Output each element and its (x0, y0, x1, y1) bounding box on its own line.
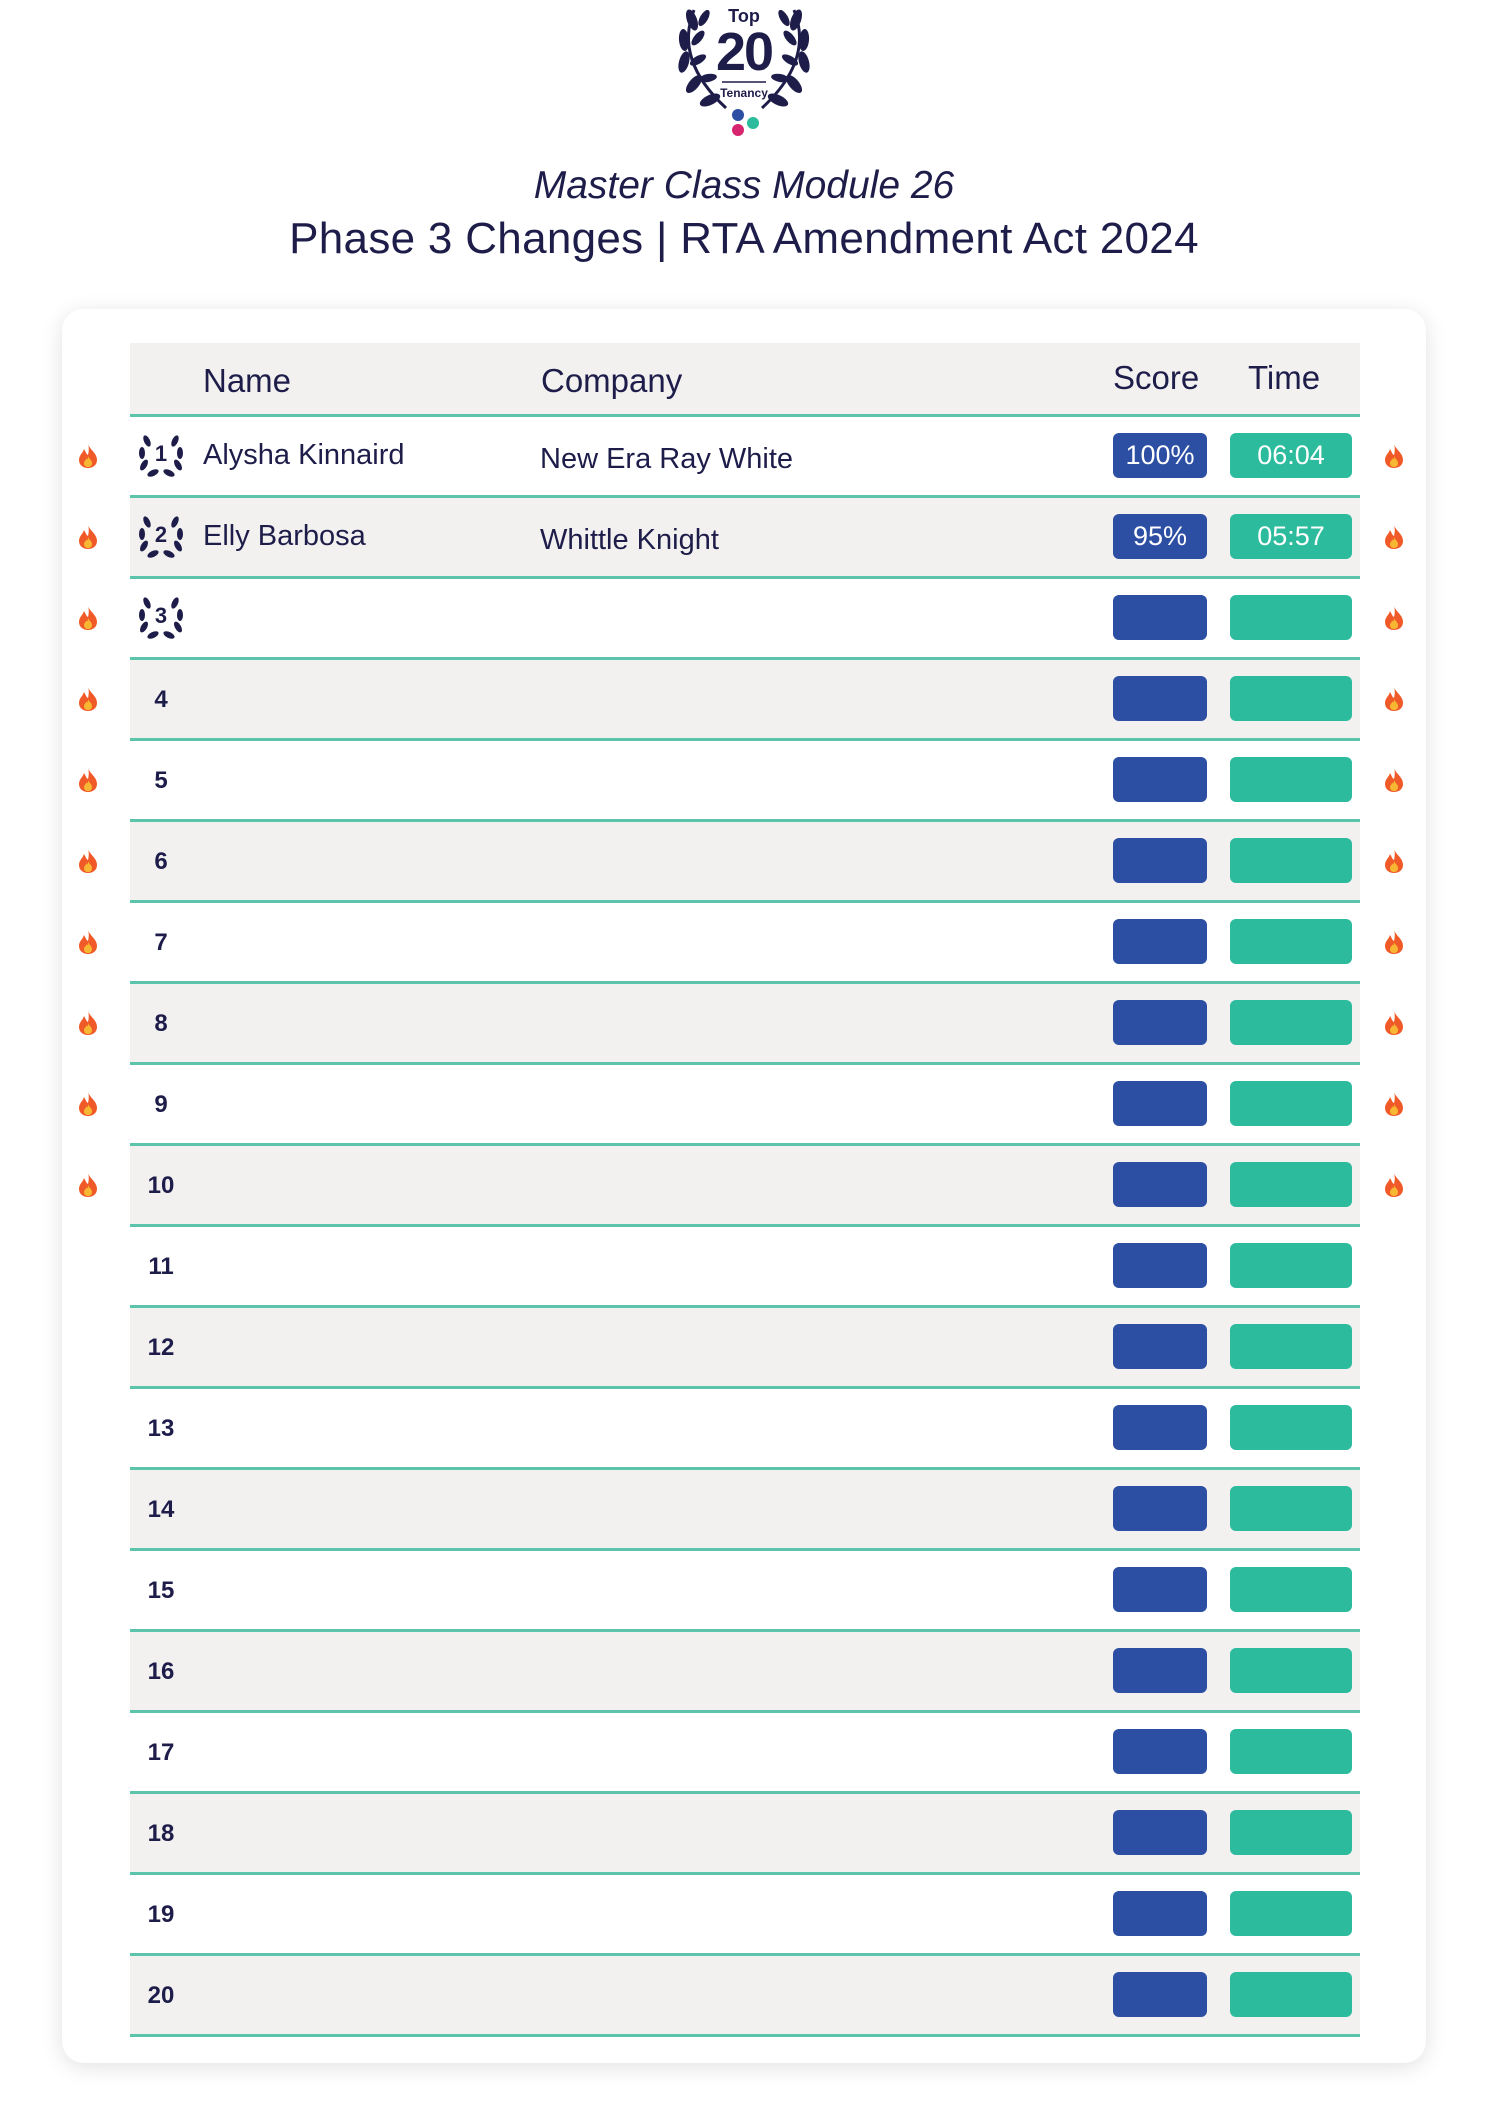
flame-icon (1383, 524, 1405, 550)
rank-number: 9 (154, 1091, 168, 1118)
flame-icon (1383, 1091, 1405, 1117)
flame-icon (1383, 686, 1405, 712)
flame-icon (77, 929, 99, 955)
rank-number: 17 (147, 1739, 175, 1766)
flame-icon (77, 605, 99, 631)
score-badge (1113, 1324, 1207, 1369)
table-row (130, 498, 1360, 579)
score-badge (1113, 1972, 1207, 2017)
time-badge (1230, 1324, 1352, 1369)
flame-icon (77, 524, 99, 550)
score-badge (1113, 1648, 1207, 1693)
time-badge (1230, 1891, 1352, 1936)
score-badge (1113, 1243, 1207, 1288)
table-row (130, 1875, 1360, 1956)
score-badge (1113, 1405, 1207, 1450)
page-title: Phase 3 Changes | RTA Amendment Act 2024 (289, 214, 1199, 263)
flame-icon (77, 929, 99, 955)
flame-icon (1383, 1010, 1405, 1036)
time-badge: 05:57 (1230, 514, 1352, 559)
table-row (130, 741, 1360, 822)
time-badge (1230, 1486, 1352, 1531)
flame-icon (1383, 929, 1405, 955)
table-row (130, 1389, 1360, 1470)
flame-icon (1383, 1172, 1405, 1198)
score-badge (1113, 1567, 1207, 1612)
time-badge (1230, 919, 1352, 964)
time-badge (1230, 1972, 1352, 2017)
table-row (130, 1146, 1360, 1227)
flame-icon (1383, 686, 1405, 712)
flame-icon (77, 1010, 99, 1036)
leaderboard-table (130, 343, 1360, 2037)
rank-number: 16 (147, 1658, 175, 1685)
rank-number: 20 (147, 1982, 175, 2009)
flame-icon (1383, 605, 1405, 631)
score-badge (1113, 1729, 1207, 1774)
rank-number: 6 (154, 848, 168, 875)
logo-dot-blue (732, 109, 744, 121)
table-row (130, 660, 1360, 741)
rank-medal (135, 431, 187, 481)
flame-icon (1383, 848, 1405, 874)
participant-name: Elly Barbosa (203, 520, 366, 552)
table-row (130, 1713, 1360, 1794)
table-row (130, 1227, 1360, 1308)
rank-number: 10 (147, 1172, 175, 1199)
flame-icon (77, 1172, 99, 1198)
flame-icon (1383, 443, 1405, 469)
time-badge (1230, 838, 1352, 883)
table-row (130, 1308, 1360, 1389)
rank-medal (135, 593, 187, 643)
column-header-time: Time (1248, 359, 1321, 396)
time-badge (1230, 595, 1352, 640)
rank-medal (135, 512, 187, 562)
rank-number: 18 (147, 1820, 175, 1847)
rank-number: 7 (154, 929, 168, 956)
time-badge (1230, 1810, 1352, 1855)
rank-number: 11 (148, 1253, 174, 1280)
logo-dot-pink (732, 124, 744, 136)
flame-icon (1383, 767, 1405, 793)
table-row (130, 1470, 1360, 1551)
flame-icon (77, 605, 99, 631)
rank-number: 13 (147, 1415, 175, 1442)
participant-name: Alysha Kinnaird (203, 439, 405, 471)
logo-dot-teal (747, 117, 759, 129)
time-badge (1230, 1081, 1352, 1126)
rank-number: 8 (154, 1010, 168, 1037)
time-badge (1230, 1648, 1352, 1693)
score-badge (1113, 757, 1207, 802)
table-row (130, 984, 1360, 1065)
table-body (130, 417, 1360, 2037)
score-badge (1113, 676, 1207, 721)
logo-number: 20 (715, 22, 773, 82)
time-badge (1230, 1405, 1352, 1450)
score-badge (1113, 595, 1207, 640)
flame-icon (77, 767, 99, 793)
module-subtitle: Master Class Module 26 (533, 164, 955, 207)
rank-number: 14 (147, 1496, 175, 1523)
flame-icon (1383, 929, 1405, 955)
score-badge (1113, 1162, 1207, 1207)
score-badge (1113, 838, 1207, 883)
flame-icon (1383, 848, 1405, 874)
score-badge (1113, 1081, 1207, 1126)
flame-icon (77, 1091, 99, 1117)
table-row (130, 417, 1360, 498)
table-row (130, 822, 1360, 903)
flame-icon (77, 848, 99, 874)
column-header-company: Company (541, 362, 683, 399)
rank-number: 12 (147, 1334, 175, 1361)
time-badge (1230, 757, 1352, 802)
flame-icon (77, 524, 99, 550)
time-badge: 06:04 (1230, 433, 1352, 478)
flame-icon (77, 1010, 99, 1036)
rank-number: 2 (154, 522, 168, 547)
table-row (130, 1632, 1360, 1713)
logo-sub-text: Tenancy (720, 86, 768, 100)
column-header-name: Name (203, 362, 292, 399)
table-row (130, 1551, 1360, 1632)
table-row (130, 1956, 1360, 2037)
time-badge (1230, 1000, 1352, 1045)
rank-number: 1 (154, 441, 168, 466)
score-badge (1113, 1891, 1207, 1936)
table-row (130, 579, 1360, 660)
table-header (130, 343, 1360, 417)
participant-company: New Era Ray White (540, 443, 794, 475)
flame-icon (77, 686, 99, 712)
table-row (130, 1794, 1360, 1875)
score-badge (1113, 1810, 1207, 1855)
top20-tenancy-logo (664, 0, 824, 140)
score-badge (1113, 1000, 1207, 1045)
flame-icon (1383, 767, 1405, 793)
rank-number: 15 (147, 1577, 175, 1604)
logo-top-text: Top (728, 6, 760, 26)
time-badge (1230, 1567, 1352, 1612)
rank-number: 5 (154, 767, 168, 794)
flame-icon (77, 1172, 99, 1198)
rank-number: 4 (154, 686, 168, 713)
flame-icon (1383, 524, 1405, 550)
time-badge (1230, 1162, 1352, 1207)
time-badge (1230, 676, 1352, 721)
flame-icon (77, 1091, 99, 1117)
flame-icon (77, 848, 99, 874)
flame-icon (77, 443, 99, 469)
score-badge: 95% (1113, 514, 1207, 559)
time-badge (1230, 1729, 1352, 1774)
flame-icon (77, 443, 99, 469)
column-header-score: Score (1113, 359, 1200, 396)
flame-icon (1383, 1091, 1405, 1117)
flame-icon (1383, 443, 1405, 469)
rank-number: 3 (154, 603, 168, 628)
time-badge (1230, 1243, 1352, 1288)
score-badge (1113, 919, 1207, 964)
table-row (130, 1065, 1360, 1146)
table-row (130, 903, 1360, 984)
flame-icon (1383, 605, 1405, 631)
rank-number: 19 (147, 1901, 175, 1928)
participant-company: Whittle Knight (540, 524, 719, 556)
flame-icon (77, 767, 99, 793)
flame-icon (1383, 1172, 1405, 1198)
flame-icon (1383, 1010, 1405, 1036)
score-badge (1113, 1486, 1207, 1531)
score-badge: 100% (1113, 433, 1207, 478)
flame-icon (77, 686, 99, 712)
